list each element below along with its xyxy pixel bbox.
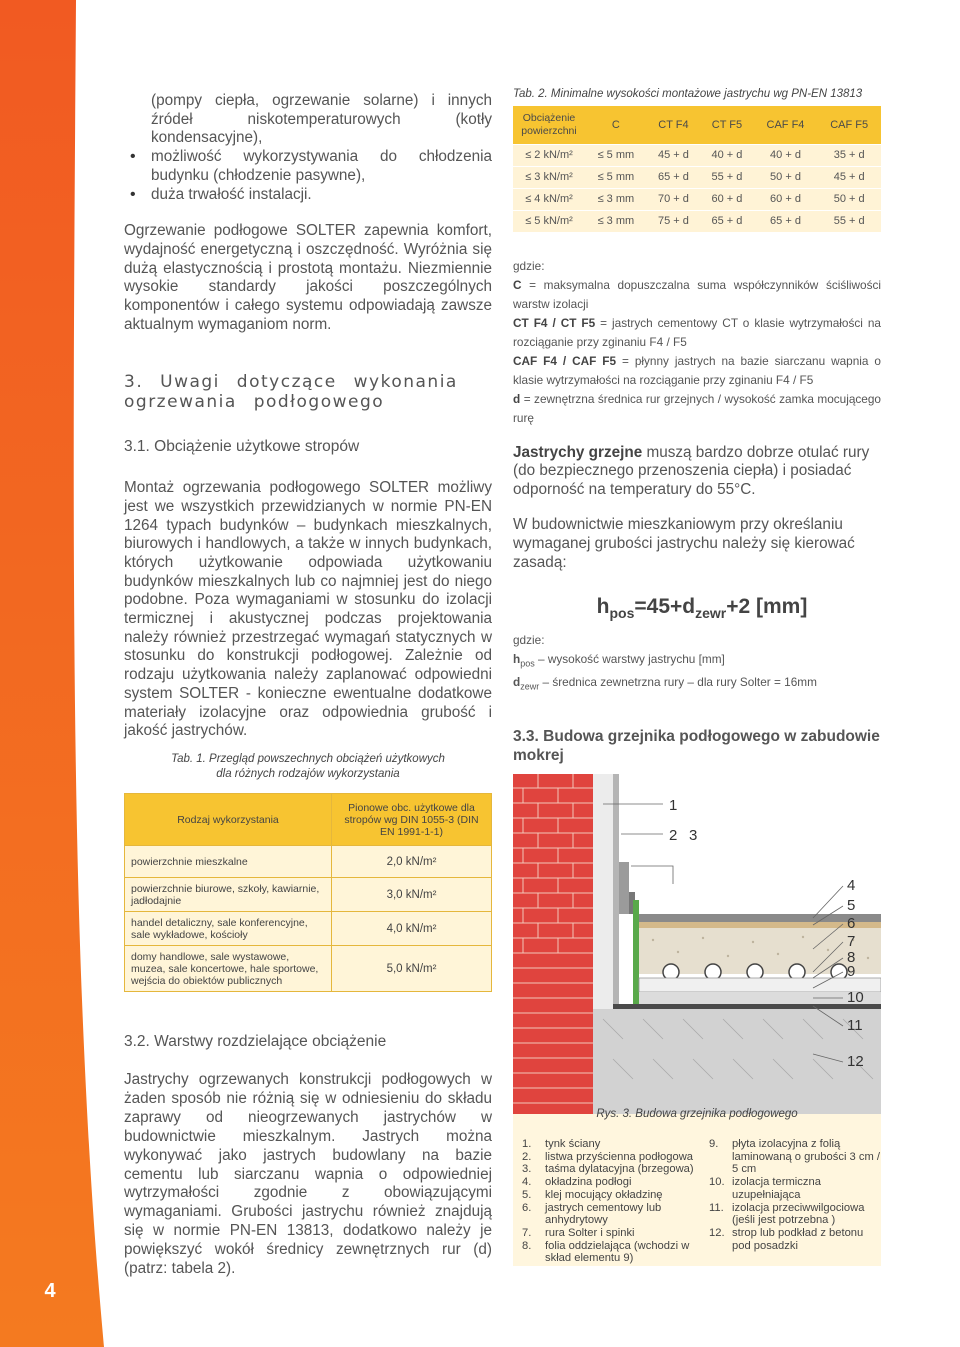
damp-proof-layer xyxy=(613,1004,881,1009)
list-item: • duża trwałość instalacji. xyxy=(124,186,492,205)
table-row: ≤ 2 kN/m² ≤ 5 mm 45 + d 40 + d 40 + d 35 + d xyxy=(513,144,881,166)
table-row: powierzchnie mieszkalne 2,0 kN/m² xyxy=(125,846,492,878)
label-6: 6 xyxy=(847,915,856,932)
intro-text: (pompy ciepła, ogrzewanie solarne) i innych źródeł niskotemperaturowych (kotły kondensacyjne), xyxy=(151,92,492,147)
orange-sidebar xyxy=(0,0,104,1347)
list-item: 1. tynk ściany xyxy=(522,1138,601,1150)
table-header: Rodzaj wykorzystania xyxy=(125,794,332,846)
thickness-formula: $h_{pos}=45+d_{zewr}+2$ [mm] xyxy=(596,594,808,622)
label-4: 4 xyxy=(847,877,856,894)
table-header: CT F4 xyxy=(647,106,700,144)
heating-screed-paragraph: Jastrychy grzejne muszą bardzo dobrze otulać rury (do bezpiecznego przenoszenia ciepła) i posiadać odporność na temperatury do 55°C. xyxy=(513,443,870,499)
label-12: 12 xyxy=(847,1053,864,1070)
list-item: 10. izolacja termiczna uzupełniająca xyxy=(709,1176,821,1201)
list-item: 7. rura Solter i spinki xyxy=(522,1226,635,1239)
list-item: 11. izolacja przeciwwilgociowa (jeśli jest potrzebna ) xyxy=(709,1201,865,1227)
figure-caption: Rys. 3. Budowa grzejnika podłogowego xyxy=(596,1108,798,1120)
rule-paragraph: W budownictwie mieszkaniowym przy określaniu wymaganej grubości jastrychu należy się kierować zasadą: xyxy=(513,516,855,572)
table-2-legend: gdzie: C = maksymalna dopuszczalna suma współczynników ściśliwości warstw izolacji CT F4 / CT F5 = jastrych cementowy CT o klasie wytrzymałości na rozciąganie przy zginaniu F4 / F5 CAF F4 / CAF F5 = płynny jastrych na bazie siarczanu wapnia o klasie wytrzymałości na rozciąganie przy zginaniu F4 / F5 d = zewnętrzna średnica rur grzejnych / wysokość zamka mocującego rurę xyxy=(513,258,881,425)
section-3-heading: 3. Uwagi dotyczące wykonania ogrzewania podłogowego xyxy=(124,372,458,413)
formula-legend: gdzie: $h_{pos}$ – wysokość warstwy jastrychu [mm] $d_{zewr}$ – średnica zewnetrzna rury – dla rury Solter = 16mm xyxy=(513,633,817,692)
subsection-32-heading: 3.2. Warstwy rozdzielające obciążenie xyxy=(124,1033,387,1050)
parts-list-right xyxy=(709,1138,881,1252)
table-row: powierzchnie biurowe, szkoły, kawiarnie, jadłodajnie 3,0 kN/m² xyxy=(125,878,492,912)
table-1 xyxy=(124,793,492,992)
table-header: CAF F5 xyxy=(817,106,881,144)
left-column xyxy=(124,92,492,741)
label-3: 3 xyxy=(689,827,698,844)
right-column xyxy=(513,86,881,765)
list-item: 3. taśma dylatacyjna (brzegowa) xyxy=(522,1163,694,1176)
table-row: ≤ 3 kN/m² ≤ 5 mm 65 + d 55 + d 50 + d 45 + d xyxy=(513,166,881,188)
table-header: Pionowe obc. użytkowe dla stropów wg DIN 1055-3 (DIN EN 1991-1-1) xyxy=(332,794,492,846)
concrete-slab xyxy=(593,1009,881,1114)
insulation-panel xyxy=(639,978,881,992)
subsection-31-heading: 3.1. Obciążenie użytkowe stropów xyxy=(124,438,360,456)
table-header: C xyxy=(585,106,647,144)
list-item: 4. okładzina podłogi xyxy=(522,1176,632,1189)
list-item: 6. jastrych cementowy lub anhydrytowy xyxy=(522,1201,662,1227)
table-1-caption: Tab. 1. Przegląd powszechnych obciążeń użytkowych dla różnych rodzajów wykorzystania xyxy=(171,753,445,780)
list-item: 12. strop lub podkład z betonu pod posadzki xyxy=(709,1226,864,1252)
montage-paragraph: Montaż ogrzewania podłogowego SOLTER możliwy jest we wszystkich przewidzianych w normie PN-EN 1264 typach budynków – budynkach mieszkalnych, biurowych i handlowych, a także w innych budynkach, których użytkowanie odpowiada użytkowaniu budynków mieszkalnych lub co najmniej jest do niego podobne. Poza wymaganiami w stosunku do izolacji termicznej i akustycznej podczas projektowania należy również przestrzegać wymagań statycznych w stosunku do konstrukcji podłogowej. Zależnie od rodzaju użytkowania należy zaplanować odpowiedni system SOLTER - konieczne ewentualne dodatkowe materiały izolacyjne oraz odpowiednia grubość i jakość jastrychów. xyxy=(124,479,492,740)
list-item: 5. klej mocujący okładzinę xyxy=(522,1188,663,1201)
table-header: CT F5 xyxy=(700,106,753,144)
feature-list xyxy=(124,148,492,204)
screed-paragraph: Jastrychy ogrzewanych konstrukcji podłogowych w żaden sposób nie różnią się w odniesieniu do składu zaprawy od nieogrzewanych jastrychów w budownictwie mieszkalnym. Jastrych można wykonywać jako jastrych budowlany na bazie cementu lub siarczanu wapnia o odpowiedniej wytrzymałości zgodnie z obowiązującymi wymaganiami. Grubości jastrychu również znajdują się w normie PN-EN 13813, dodatkowo należy je powiększyć wokół średnicy zewnętrznych rur (d) (patrz: tabela 2). xyxy=(124,1071,492,1278)
label-11: 11 xyxy=(847,1017,863,1034)
floor-section-drawing xyxy=(513,774,881,1114)
floor-finish xyxy=(639,914,881,922)
table-header: Obciążenie powierzchni xyxy=(513,106,585,144)
table-2 xyxy=(513,106,881,233)
brick-wall xyxy=(513,774,593,1114)
table-row: ≤ 4 kN/m² ≤ 3 mm 70 + d 60 + d 60 + d 50 + d xyxy=(513,188,881,210)
table-2-caption: Tab. 2. Minimalne wysokości montażowe jastrychu wg PN-EN 13813 xyxy=(513,88,863,100)
parts-list-left xyxy=(522,1138,698,1265)
skirting-board xyxy=(619,862,629,914)
label-1: 1 xyxy=(669,797,678,814)
solter-paragraph: Ogrzewanie podłogowe SOLTER zapewnia komfort, wydajność energetyczną i oszczędność. Wyróżnia się dużą elastycznością i prostotą montażu. Niezmiennie wysokie standardy jakości poszczególnych komponentów i całego systemu odpowiadają zawsze aktualnym wymaganiom norm. xyxy=(124,222,492,333)
additional-insulation xyxy=(639,992,881,1004)
label-7: 7 xyxy=(847,933,856,950)
list-item: 9. płyta izolacyjna z folią laminowaną o grubości 3 cm / 5 cm xyxy=(709,1138,880,1176)
subsection-33-heading: 3.3. Budowa grzejnika podłogowego w zabudowie mokrej xyxy=(513,727,880,764)
page-number: 4 xyxy=(44,1280,56,1302)
list-item: 8. folia oddzielająca (wchodzi w skład elementu 9) xyxy=(522,1239,690,1265)
label-5: 5 xyxy=(847,897,856,914)
table-row: domy handlowe, sale wystawowe, muzea, sale koncertowe, hale sportowe, wejścia do obiektów publicznych 5,0 kN/m² xyxy=(125,946,492,992)
label-9: 9 xyxy=(847,963,856,980)
table-header: CAF F4 xyxy=(754,106,818,144)
label-10: 10 xyxy=(847,989,864,1006)
label-8: 8 xyxy=(847,949,856,966)
table-row: ≤ 5 kN/m² ≤ 3 mm 75 + d 65 + d 65 + d 55 + d xyxy=(513,210,881,232)
list-item: • możliwość wykorzystywania do chłodzenia budynku (chłodzenie pasywne), xyxy=(124,148,492,185)
edge-strip xyxy=(633,900,639,1004)
label-2: 2 xyxy=(669,827,678,844)
list-item: 2. listwa przyścienna podłogowa xyxy=(522,1150,694,1163)
table-row: handel detaliczny, sale konferencyjne, sale wykładowe, kościoły 4,0 kN/m² xyxy=(125,912,492,946)
